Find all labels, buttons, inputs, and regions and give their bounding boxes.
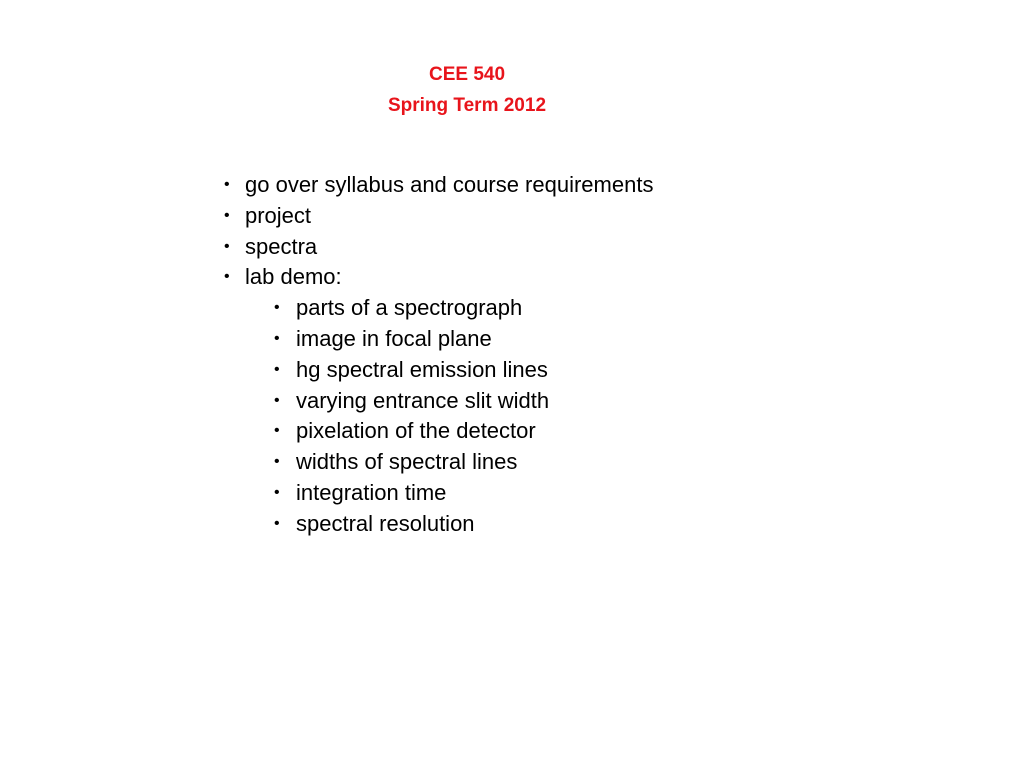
bullet-icon: • — [274, 483, 280, 501]
bullet-icon: • — [274, 391, 280, 409]
list-item — [222, 170, 922, 201]
bullet-icon: • — [224, 237, 230, 255]
bullet-list — [222, 170, 922, 540]
slide-title — [0, 59, 934, 121]
sub-list-item — [222, 478, 922, 509]
list-item-text: lab demo: — [245, 264, 342, 290]
list-item-text: parts of a spectrograph — [296, 295, 523, 321]
list-item-text: image in focal plane — [296, 325, 492, 351]
list-item-text: pixelation of the detector — [296, 418, 536, 444]
sub-list-item — [222, 447, 922, 478]
bullet-icon: • — [274, 514, 280, 532]
list-item-text: go over syllabus and course requirements — [245, 172, 654, 197]
bullet-icon: • — [274, 329, 280, 347]
bullet-icon: • — [224, 176, 230, 193]
sub-list-item — [222, 416, 922, 447]
sub-list-item — [222, 509, 922, 540]
list-item — [222, 201, 922, 232]
sub-list-item — [222, 324, 922, 355]
list-item-text: hg spectral emission lines — [296, 356, 548, 382]
list-item — [222, 262, 922, 293]
list-item-text: spectra — [245, 233, 318, 259]
sub-list-item — [222, 355, 922, 386]
bullet-icon: • — [274, 360, 280, 378]
bullet-icon: • — [274, 299, 280, 317]
list-item-text: widths of spectral lines — [296, 449, 518, 475]
bullet-icon: • — [274, 422, 280, 440]
sub-list-item — [222, 293, 922, 324]
list-item-text: integration time — [296, 479, 447, 505]
bullet-icon: • — [274, 453, 280, 471]
term-subtitle: Spring Term 2012 — [387, 95, 547, 116]
list-item — [222, 232, 922, 263]
sub-list-item — [222, 386, 922, 417]
course-title: CEE 540 — [428, 64, 506, 85]
bullet-icon: • — [224, 268, 230, 286]
bullet-icon: • — [224, 206, 230, 224]
list-item-text: spectral resolution — [296, 510, 475, 536]
list-item-text: project — [245, 202, 312, 228]
list-item-text: varying entrance slit width — [296, 387, 550, 413]
